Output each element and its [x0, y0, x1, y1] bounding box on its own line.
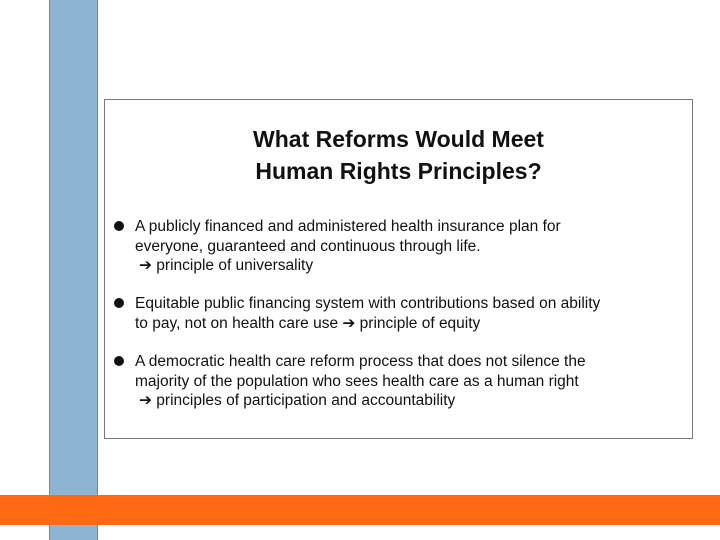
bullet-text [135, 294, 685, 333]
bullet-dot-icon [114, 298, 124, 308]
bullet-line: majority of the population who sees health care as a human right [135, 372, 579, 390]
bullet-text [135, 352, 685, 411]
bullet-line: to pay, not on health care use ➔ principle of equity [135, 314, 481, 332]
side-accent-stripe [49, 0, 98, 540]
bullet-principle-line: ➔ principle of universality [139, 257, 314, 274]
slide-title [105, 123, 692, 187]
slide-title-line-2: Human Rights Principles? [255, 158, 542, 184]
bullet-text [135, 217, 685, 276]
bullet-line: A democratic health care reform process that does not silence the [135, 353, 586, 370]
bottom-accent-bar [0, 495, 720, 525]
bullet-line: everyone, guaranteed and continuous through life. [135, 237, 481, 255]
bullet-line: Equitable public financing system with contributions based on ability [135, 295, 601, 312]
slide-title-line-1: What Reforms Would Meet [253, 126, 544, 152]
bullet-dot-icon [114, 221, 124, 231]
slide-content-box [104, 99, 693, 439]
bullet-principle-line: ➔ principles of participation and accountability [139, 392, 456, 409]
bullet-line: A publicly financed and administered health insurance plan for [135, 218, 561, 235]
bullet-dot-icon [114, 356, 124, 366]
